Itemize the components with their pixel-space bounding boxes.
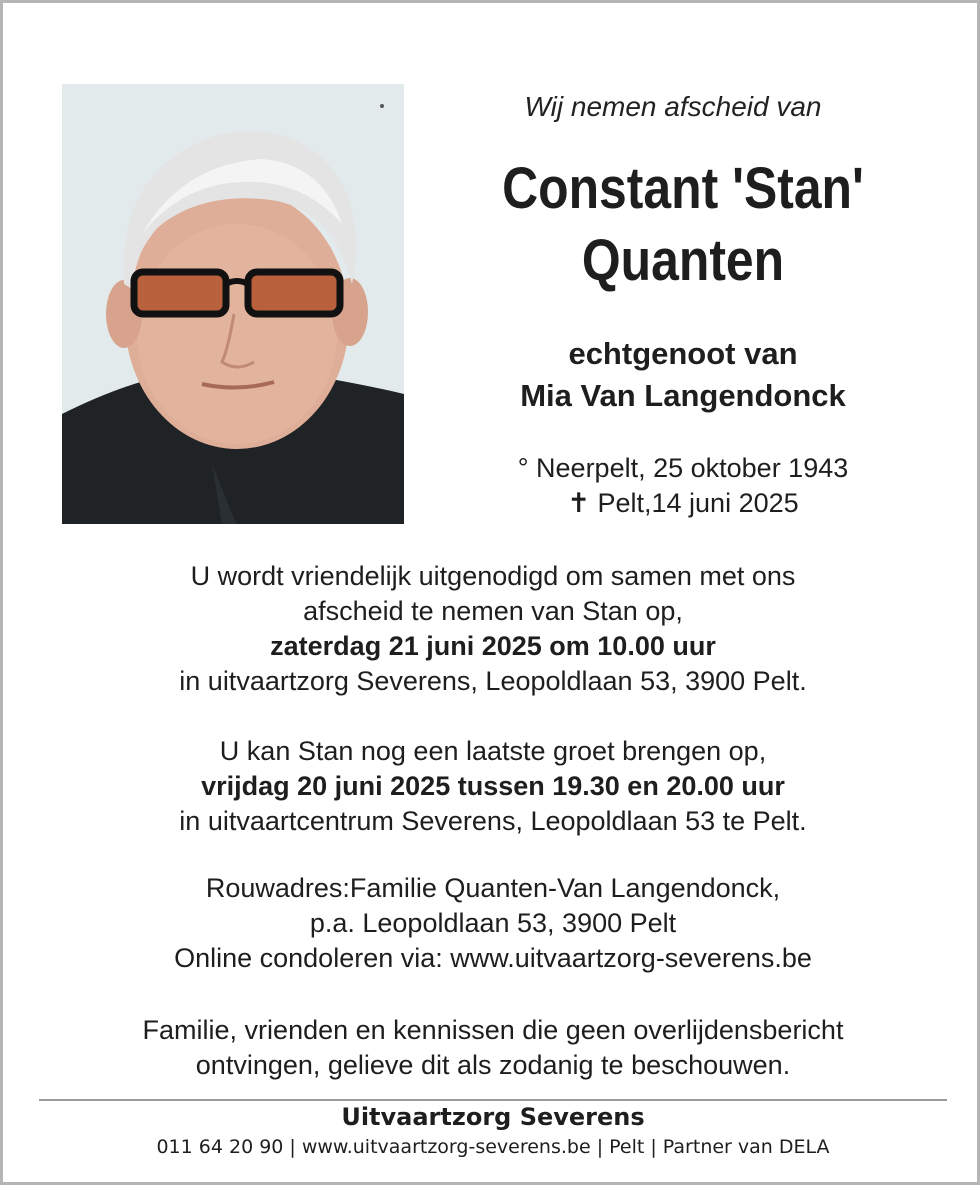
address-block — [33, 871, 953, 976]
address-line-1: Rouwadres:Familie Quanten-Van Langendonck, — [205, 873, 781, 903]
spouse-line-2: Mia Van Langendonck — [520, 378, 846, 413]
visitation-line-1: U kan Stan nog een laatste groet brengen op, — [219, 736, 767, 766]
name-line-2: Quanten — [581, 228, 785, 293]
spouse-line-1: echtgenoot van — [568, 336, 798, 371]
intro-text: Wij nemen afscheid van — [524, 91, 822, 122]
closing-block — [33, 1013, 953, 1083]
birth-date: ° Neerpelt, 25 oktober 1943 — [517, 453, 849, 483]
ceremony-date: zaterdag 21 juni 2025 om 10.00 uur — [270, 631, 716, 661]
funeral-company-name: Uitvaartzorg Severens — [341, 1103, 645, 1131]
ceremony-line-2: afscheid te nemen van Stan op, — [303, 596, 683, 626]
closing-line-1: Familie, vrienden en kennissen die geen overlijdensbericht — [142, 1015, 844, 1045]
spouse-info — [433, 333, 933, 417]
name-line-1: Constant 'Stan' — [502, 156, 864, 221]
visitation-location: in uitvaartcentrum Severens, Leopoldlaan 53 te Pelt. — [179, 806, 807, 836]
visitation-block — [33, 734, 953, 839]
portrait-icon — [62, 84, 404, 524]
portrait-photo — [62, 84, 404, 524]
condolence-link[interactable]: Online condoleren via: www.uitvaartzorg-severens.be — [174, 943, 812, 973]
funeral-company-contact[interactable]: 011 64 20 90 | www.uitvaartzorg-severens.be | Pelt | Partner van DELA — [156, 1136, 830, 1158]
life-dates — [433, 451, 933, 521]
ceremony-line-1: U wordt vriendelijk uitgenodigd om samen met ons — [190, 561, 796, 591]
footer-divider — [39, 1099, 947, 1101]
ceremony-block — [33, 559, 953, 699]
address-line-2: p.a. Leopoldlaan 53, 3900 Pelt — [309, 908, 677, 938]
deceased-name — [468, 153, 898, 297]
visitation-date: vrijdag 20 juni 2025 tussen 19.30 en 20.00 uur — [201, 771, 785, 801]
ceremony-location: in uitvaartzorg Severens, Leopoldlaan 53, 3900 Pelt. — [179, 666, 807, 696]
death-date: ✝ Pelt,14 juni 2025 — [567, 488, 799, 518]
closing-line-2: ontvingen, gelieve dit als zodanig te beschouwen. — [195, 1050, 791, 1080]
